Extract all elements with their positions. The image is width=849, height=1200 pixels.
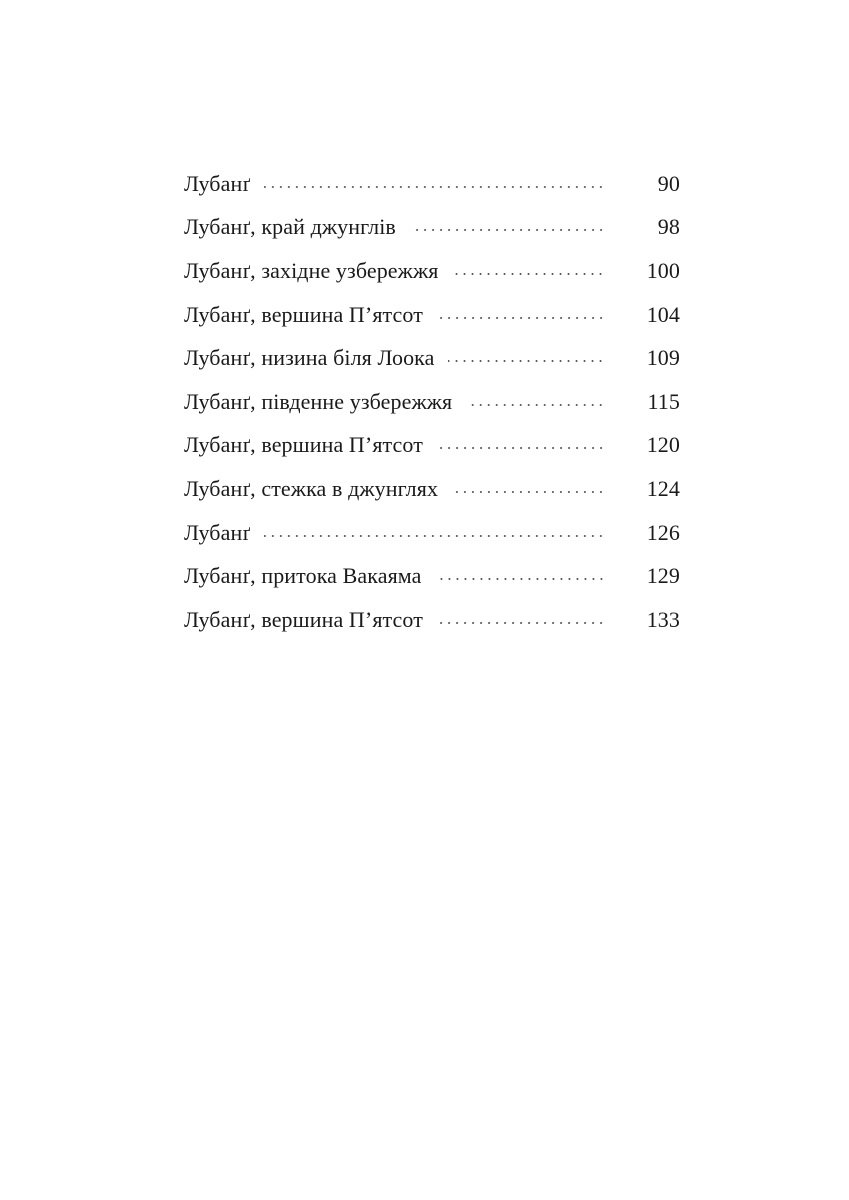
toc-entry-page: 129 [646,563,680,589]
toc-entry-title: Лубанґ, низина біля Лоока [184,345,448,371]
toc-entry [184,598,680,642]
toc-entry-title: Лубанґ, стежка в джунглях [184,476,452,502]
dot-leader [452,491,605,493]
toc-entry-title: Лубанґ [184,171,264,197]
toc-entry [184,293,680,337]
toc-entry-page: 126 [646,519,680,545]
toc-entry-title: Лубанґ [184,520,264,546]
toc-entry [184,380,680,424]
toc-entry-page: 100 [646,257,680,283]
toc-entry [184,424,680,468]
dot-leader [437,317,605,319]
toc-entry-title: Лубанґ, вершина П’ятсот [184,432,437,458]
toc-entry-page: 120 [646,432,680,458]
dot-leader [437,447,605,449]
toc-entry [184,336,680,380]
toc-entry-page: 104 [646,301,680,327]
dot-leader [264,535,605,537]
toc-entry-page: 109 [646,345,680,371]
toc-entry-page: 90 [657,170,680,196]
toc-entry-title: Лубанґ, південне узбережжя [184,389,466,415]
toc-entry-page: 133 [646,606,680,632]
toc-entry [184,467,680,511]
dot-leader [436,578,605,580]
table-of-contents [184,162,680,642]
toc-entry [184,554,680,598]
dot-leader [448,360,605,362]
toc-entry [184,511,680,555]
toc-entry [184,249,680,293]
toc-entry-title: Лубанґ, вершина П’ятсот [184,607,437,633]
dot-leader [264,186,605,188]
dot-leader [466,404,605,406]
toc-entry-page: 124 [646,475,680,501]
toc-entry [184,162,680,206]
toc-entry-title: Лубанґ, вершина П’ятсот [184,302,437,328]
dot-leader [437,622,605,624]
dot-leader [452,273,605,275]
toc-entry [184,206,680,250]
toc-entry-title: Лубанґ, край джунглів [184,214,410,240]
toc-entry-title: Лубанґ, притока Вакаяма [184,563,436,589]
toc-entry-page: 98 [657,214,680,240]
toc-entry-page: 115 [647,388,680,414]
dot-leader [410,229,605,231]
toc-entry-title: Лубанґ, західне узбережжя [184,258,452,284]
